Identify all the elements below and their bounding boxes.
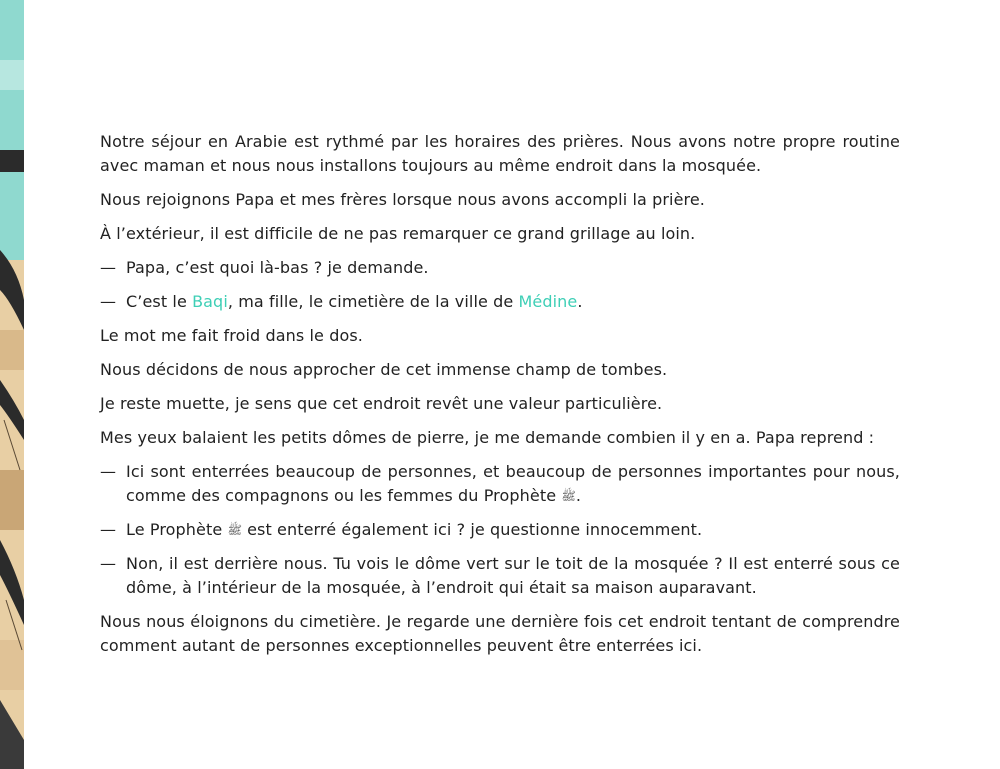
dialogue-dash: — bbox=[100, 462, 117, 481]
story-text bbox=[100, 130, 900, 668]
paragraph: Je reste muette, je sens que cet endroit revêt une valeur particulière. bbox=[100, 394, 663, 413]
dialogue-line bbox=[100, 290, 900, 314]
paragraph: Mes yeux balaient les petits dômes de pierre, je me demande combien il y en a. Papa reprend : bbox=[100, 428, 875, 447]
dialogue-line bbox=[100, 552, 900, 600]
dialogue-text: , ma fille, le cimetière de la ville de bbox=[227, 292, 519, 311]
dialogue-text: Ici sont enterrées beaucoup de personnes, et beaucoup de personnes importantes pour nous, comme des compagnons ou les femmes du Prophète bbox=[126, 462, 900, 505]
dialogue-dash: — bbox=[100, 520, 117, 539]
dialogue-text: Non, il est derrière nous. Tu vois le dôme vert sur le toit de la mosquée ? Il est enterré sous ce dôme, à l’intérieur de la mosquée, à l’endroit qui était sa maison auparavant. bbox=[126, 554, 900, 597]
dialogue-text: C’est le bbox=[126, 292, 193, 311]
highlighted-word-medine: Médine bbox=[518, 292, 578, 311]
paragraph: Nous nous éloignons du cimetière. Je regarde une dernière fois cet endroit tentant de comprendre comment autant de personnes exceptionnelles peuvent être enterrées ici. bbox=[100, 612, 900, 655]
dialogue-text: . bbox=[575, 486, 581, 505]
paragraph: Notre séjour en Arabie est rythmé par les horaires des prières. Nous avons notre propre routine avec maman et nous nous installons toujours au même endroit dans la mosquée. bbox=[100, 132, 900, 175]
dialogue-text: Papa, c’est quoi là-bas ? je demande. bbox=[126, 258, 429, 277]
dialogue-dash: — bbox=[100, 292, 117, 311]
paragraph: Nous décidons de nous approcher de cet immense champ de tombes. bbox=[100, 360, 668, 379]
dialogue-text: Le Prophète bbox=[126, 520, 228, 539]
dialogue-text: est enterré également ici ? je questionne innocemment. bbox=[242, 520, 703, 539]
dialogue-text: . bbox=[577, 292, 583, 311]
dialogue-dash: — bbox=[100, 554, 117, 573]
paragraph: Le mot me fait froid dans le dos. bbox=[100, 326, 363, 345]
paragraph: À l’extérieur, il est difficile de ne pas remarquer ce grand grillage au loin. bbox=[100, 224, 696, 243]
highlighted-word-baqi: Baqi bbox=[192, 292, 228, 311]
salawat-symbol: ﷺ bbox=[561, 489, 576, 503]
left-edge-illustration bbox=[0, 0, 24, 769]
dialogue-line bbox=[100, 460, 900, 508]
salawat-symbol: ﷺ bbox=[227, 523, 242, 537]
dialogue-dash: — bbox=[100, 258, 117, 277]
dialogue-line bbox=[100, 256, 900, 280]
illustration-strip bbox=[0, 0, 24, 769]
dialogue-line bbox=[100, 518, 900, 542]
paragraph: Nous rejoignons Papa et mes frères lorsque nous avons accompli la prière. bbox=[100, 190, 705, 209]
